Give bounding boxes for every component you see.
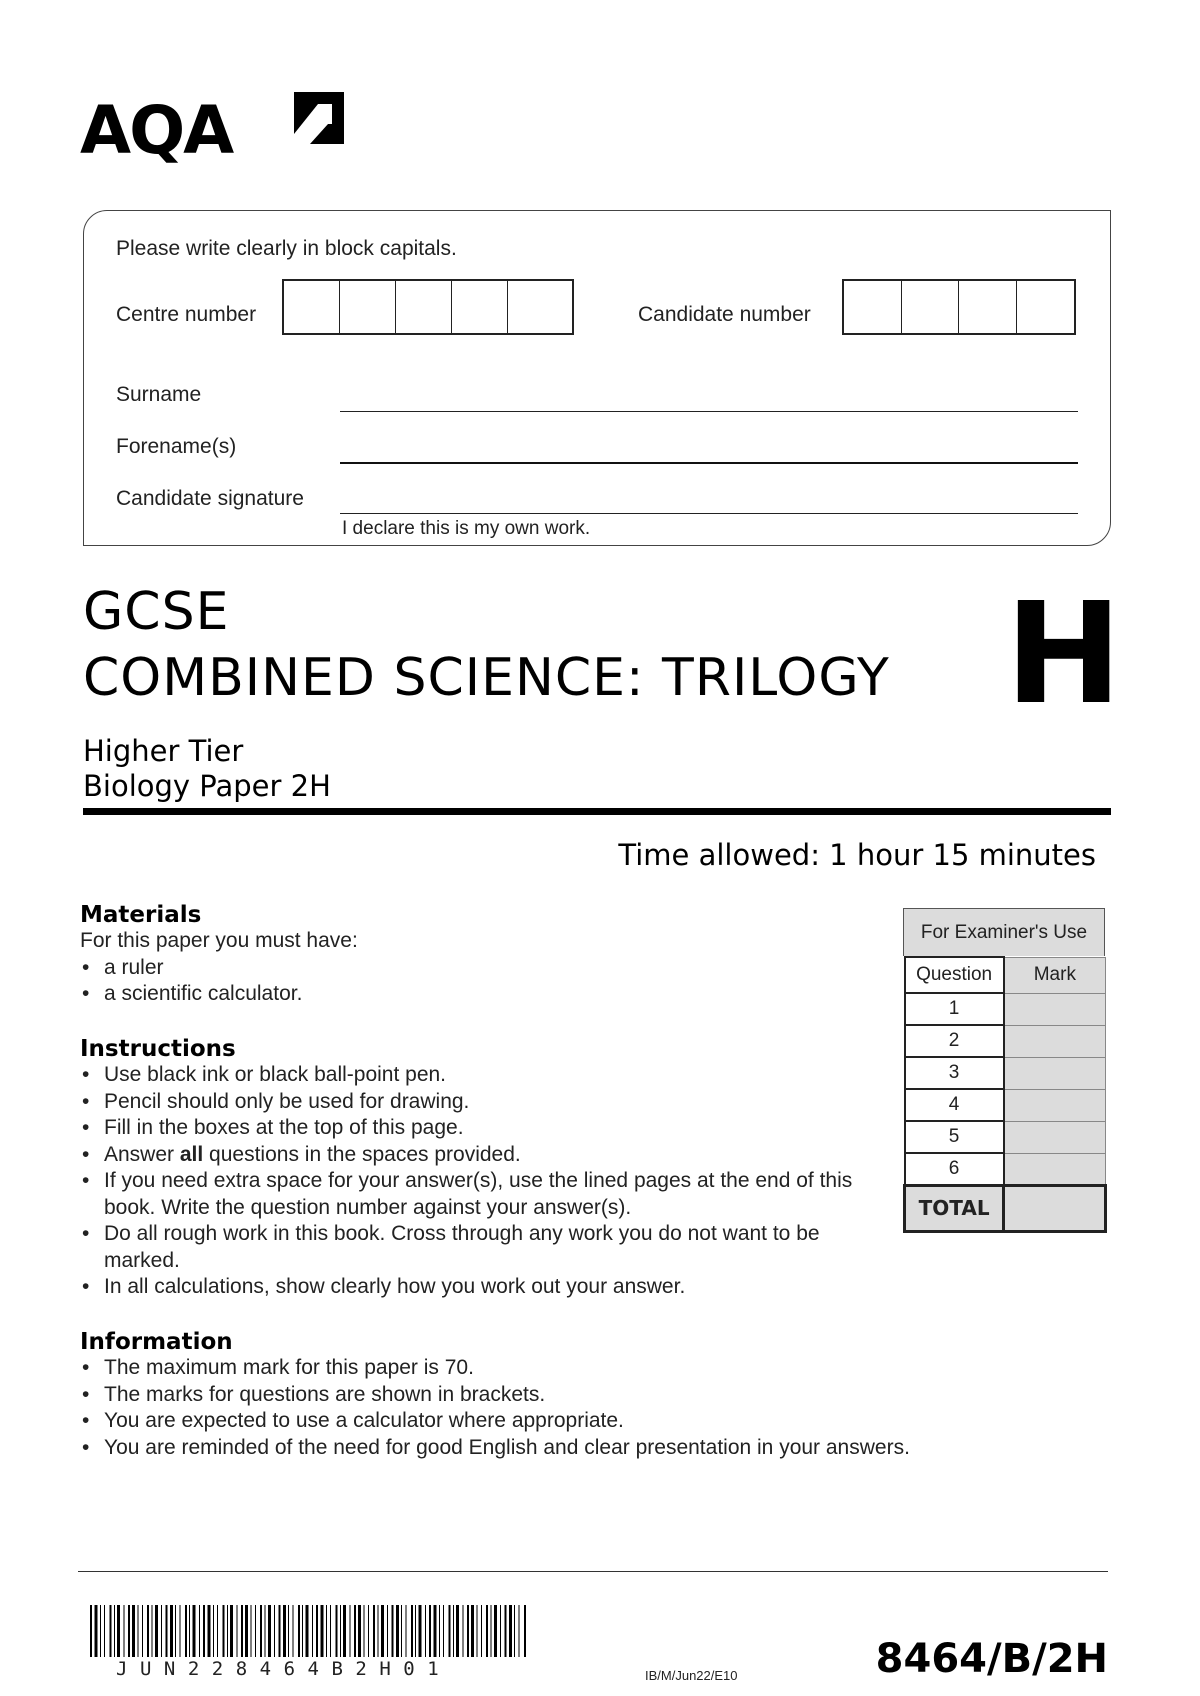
list-item: • Use black ink or black ball-point pen. [80, 1062, 880, 1089]
logo-text: AQA [80, 92, 233, 169]
list-item: • You are reminded of the need for good English and clear presentation in your answers. [80, 1435, 980, 1462]
list-item: • a ruler [80, 955, 870, 982]
instructions-heading: Instructions [80, 1036, 236, 1062]
question-column-header: Question [905, 957, 1004, 993]
list-item: • Fill in the boxes at the top of this page. [80, 1115, 880, 1142]
list-item: • The marks for questions are shown in brackets. [80, 1382, 980, 1409]
list-item: • The maximum mark for this paper is 70. [80, 1355, 980, 1382]
answer-prefix: Answer [104, 1142, 180, 1166]
mark-cell [1004, 1089, 1106, 1121]
qualification-title: GCSE [83, 582, 230, 642]
list-item: • Pencil should only be used for drawing. [80, 1089, 880, 1116]
signature-field[interactable] [340, 513, 1078, 514]
list-item: • You are expected to use a calculator where appropriate. [80, 1408, 980, 1435]
barcode-number: JUN228464B2H01 [116, 1658, 452, 1680]
list-item [80, 1142, 880, 1169]
materials-heading: Materials [80, 902, 202, 928]
answer-all-bold: all [179, 1142, 204, 1166]
subject-title: COMBINED SCIENCE: TRILOGY [83, 648, 890, 708]
question-number: 2 [905, 1025, 1004, 1057]
declaration-text: I declare this is my own work. [342, 518, 591, 539]
question-number: 6 [905, 1153, 1004, 1185]
tier-letter: H [1005, 573, 1123, 736]
surname-label: Surname [116, 383, 202, 406]
paper-code: 8464/B/2H [875, 1636, 1108, 1682]
list-item: • If you need extra space for your answer(s), use the lined pages at the end of this book. Write the question number against your answer(s). [80, 1168, 880, 1221]
block-capitals-instruction: Please write clearly in block capitals. [116, 237, 457, 260]
aqa-logo [80, 90, 350, 185]
total-label: TOTAL [905, 1185, 1004, 1231]
examiner-use-table [903, 908, 1107, 1233]
table-row [905, 1057, 1106, 1089]
table-row [905, 993, 1106, 1025]
list-item: • Do all rough work in this book. Cross through any work you do not want to be marked. [80, 1221, 880, 1274]
paper-subtitle: Biology Paper 2H [83, 769, 331, 803]
signature-label: Candidate signature [116, 487, 304, 510]
question-number: 1 [905, 993, 1004, 1025]
information-section [80, 1329, 980, 1461]
surname-field[interactable] [340, 411, 1078, 412]
instructions-section [80, 1036, 880, 1301]
mark-column-header: Mark [1004, 957, 1106, 993]
forenames-field[interactable] [340, 462, 1078, 464]
mark-cell [1004, 1057, 1106, 1089]
barcode-icon [90, 1605, 527, 1657]
list-item: • In all calculations, show clearly how you work out your answer. [80, 1274, 880, 1301]
total-row [905, 1185, 1106, 1231]
total-mark-cell [1004, 1185, 1106, 1231]
mark-cell [1004, 1153, 1106, 1185]
materials-intro: For this paper you must have: [80, 929, 358, 952]
mark-cell [1004, 1121, 1106, 1153]
forenames-label: Forename(s) [116, 435, 237, 458]
table-row [905, 1153, 1106, 1185]
reference-code: IB/M/Jun22/E10 [645, 1668, 738, 1683]
time-allowed: Time allowed: 1 hour 15 minutes [618, 838, 1096, 872]
materials-section [80, 902, 870, 1008]
question-number: 5 [905, 1121, 1004, 1153]
table-row [905, 1121, 1106, 1153]
candidate-number-boxes[interactable] [842, 279, 1076, 335]
table-row [905, 1089, 1106, 1121]
question-number: 3 [905, 1057, 1004, 1089]
centre-number-boxes[interactable] [282, 279, 574, 335]
tier-subtitle: Higher Tier [83, 734, 244, 768]
question-number: 4 [905, 1089, 1004, 1121]
mark-cell [1004, 1025, 1106, 1057]
information-heading: Information [80, 1329, 233, 1355]
list-item: • a scientific calculator. [80, 981, 870, 1008]
mark-cell [1004, 993, 1106, 1025]
candidate-details-box [83, 210, 1111, 546]
logo-mark-icon [288, 90, 346, 146]
examiner-table-title: For Examiner's Use [903, 908, 1105, 956]
answer-suffix: questions in the spaces provided. [203, 1142, 521, 1166]
candidate-number-label: Candidate number [638, 303, 811, 326]
footer-rule [78, 1571, 1108, 1572]
centre-number-label: Centre number [116, 303, 257, 326]
table-row [905, 1025, 1106, 1057]
title-rule [83, 808, 1111, 815]
